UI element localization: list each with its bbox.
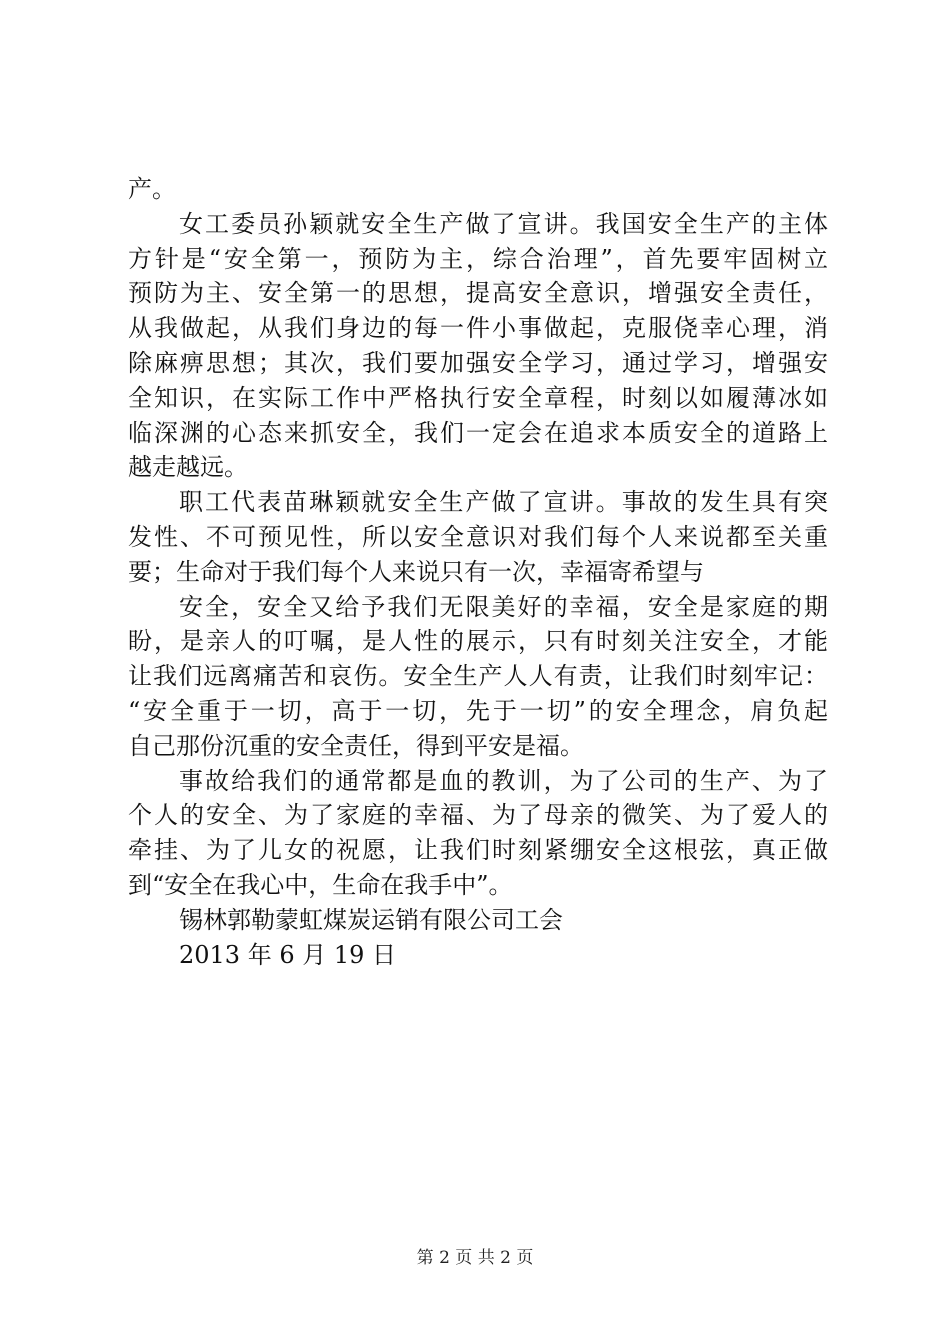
text-line: 锡林郭勒蒙虹煤炭运销有限公司工会 [179,905,563,934]
text-line: 自己那份沉重的安全责任，得到平安是福。 [128,731,584,760]
text-line: 产。 [128,175,176,203]
text-line: 从我做起，从我们身边的每一件小事做起，克服侥幸心理，消 [128,314,828,343]
text-line: 方针是“安全第一，预防为主，综合治理”，首先要牢固树立 [128,244,828,273]
page-footer: 第 2 页 共 2 页 [416,1248,534,1268]
text-line: 个人的安全、为了家庭的幸福、为了母亲的微笑、为了爱人的 [128,801,828,830]
text-line: 全知识，在实际工作中严格执行安全章程，时刻以如履薄冰如 [128,383,828,412]
text-line: 安全，安全又给予我们无限美好的幸福，安全是家庭的期 [179,592,828,621]
text-line: 事故给我们的通常都是血的教训，为了公司的生产、为了 [179,766,828,795]
text-line: 女工委员孙颖就安全生产做了宣讲。我国安全生产的主体 [179,209,828,238]
text-line: 2013 年 6 月 19 日 [179,940,397,969]
text-line: 预防为主、安全第一的思想，提高安全意识，增强安全责任， [128,279,828,308]
text-line: 职工代表苗琳颖就安全生产做了宣讲。事故的发生具有突 [179,488,828,517]
body-text [128,172,828,972]
text-line: 除麻痹思想；其次，我们要加强安全学习，通过学习，增强安 [128,348,828,377]
text-line: 越走越远。 [128,453,248,482]
text-line: 盼，是亲人的叮嘱，是人性的展示，只有时刻关注安全，才能 [128,627,828,656]
text-line: 临深渊的心态来抓安全，我们一定会在追求本质安全的道路上 [128,418,828,447]
text-line: 到“安全在我心中，生命在我手中”。 [128,870,513,899]
text-line: 让我们远离痛苦和哀伤。安全生产人人有责，让我们时刻牢记： [128,662,828,691]
text-line: 牵挂、为了儿女的祝愿，让我们时刻紧绷安全这根弦，真正做 [128,836,828,865]
text-line: “安全重于一切，高于一切，先于一切”的安全理念，肩负起 [128,696,828,725]
text-line: 要；生命对于我们每个人来说只有一次，幸福寄希望与 [128,557,704,586]
text-line: 发性、不可预见性，所以安全意识对我们每个人来说都至关重 [128,522,828,551]
